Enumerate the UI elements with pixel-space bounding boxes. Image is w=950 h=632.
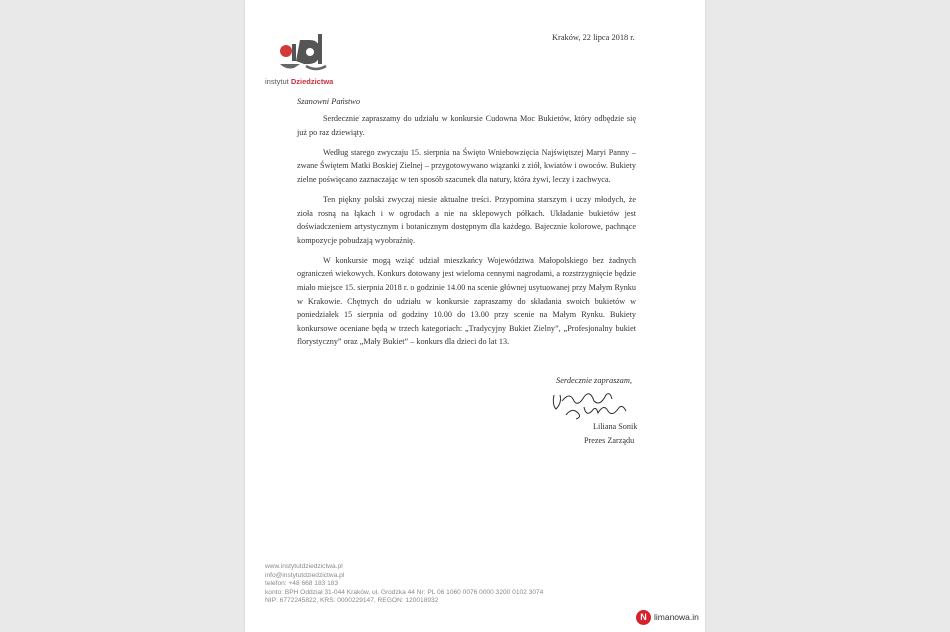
footer-phone: telefon: +48 668 183 183 — [265, 580, 339, 588]
paragraph-custom: Ten piękny polski zwyczaj niesie aktualne treści. Przypomina starszym i uczy młodych, że zioła rosną na łąkach i w ogrodach a nie na sklepowych półkach. Układanie bukietów jest doświadczeniem artystycznym i botanicznym dostępnym dla każdego. Bajecznie kolorowe, pachnące kompozycje pobudzają wyobraźnię. — [297, 194, 636, 245]
footer-bank-account: konto: BPH Oddział 31-044 Kraków, ul. Grodzka 44 Nr: PL 06 1060 0076 0000 3200 0102 3074 — [265, 588, 544, 596]
signer-title: Prezes Zarządu — [584, 436, 635, 445]
watermark-text: limanowa.in — [654, 612, 699, 622]
closing-phrase: Serdecznie zapraszam, — [556, 376, 632, 385]
paragraph-rules: W konkursie mogą wziąć udział mieszkańcy Województwa Małopolskiego bez żadnych ograniczeń wiekowych. Konkurs dotowany jest wieloma cennymi nagrodami, a rozstrzygnięcie będzie miało miejsce 15. sierpnia 2018 r. o godzinie 14.00 na scenie głównej usytuowanej przy Małym Rynku w Krakowie. Chętnych do udziału w konkursie zapraszamy do składania swoich bukietów w poniedziałek 15 sierpnia od godziny 10.00 do 13.00 przy scenie na Małym Rynku. Bukiety konkursowe oceniane będą w trzech kategoriach: „Tradycyjny Bukiet Zielny”, „Profesjonalny bukiet florystyczny” oraz „Mały Bukiet” – konkurs dla dzieci do lat 13. — [297, 255, 636, 347]
footer-website: www.instytutdziedzictwa.pl — [265, 563, 343, 570]
logo-prefix: instytut — [265, 77, 291, 86]
paragraph-tradition: Według starego zwyczaju 15. sierpnia na Święto Wniebowzięcia Najświętszej Maryi Panny – zwane Świętem Matki Boskiej Zielnej – przygotowywano wiązanki z ziół, kwiatów i owoców. Bukiety zielne poświęcano zaznaczając w ten sposób szacunek dla natury, która żywi, leczy i zachwyca. — [297, 147, 636, 184]
logo-accent: Dziedzictwa — [290, 77, 334, 86]
letter-date: Kraków, 22 lipca 2018 r. — [552, 33, 635, 42]
salutation: Szanowni Państwo — [297, 97, 361, 106]
signer-name: Liliana Sonik — [593, 422, 638, 431]
letter-body — [297, 112, 636, 356]
instytut-dziedzictwa-logo — [276, 30, 328, 74]
handwritten-signature — [548, 383, 630, 421]
limanowa-logo-icon: N — [636, 610, 651, 625]
footer-registry-numbers: NIP: 6772245822, KRS: 0000229147, REGON: 120018932 — [265, 597, 439, 605]
logo-wordmark — [265, 77, 333, 86]
footer-email: info@instytutdziedzictwa.pl — [265, 571, 345, 579]
site-watermark — [636, 609, 699, 625]
paragraph-invitation: Serdecznie zapraszamy do udziału w konkursie Cudowna Moc Bukietów, który odbędzie się już po raz dziewiąty. — [297, 114, 636, 137]
letter-footer — [265, 563, 543, 606]
